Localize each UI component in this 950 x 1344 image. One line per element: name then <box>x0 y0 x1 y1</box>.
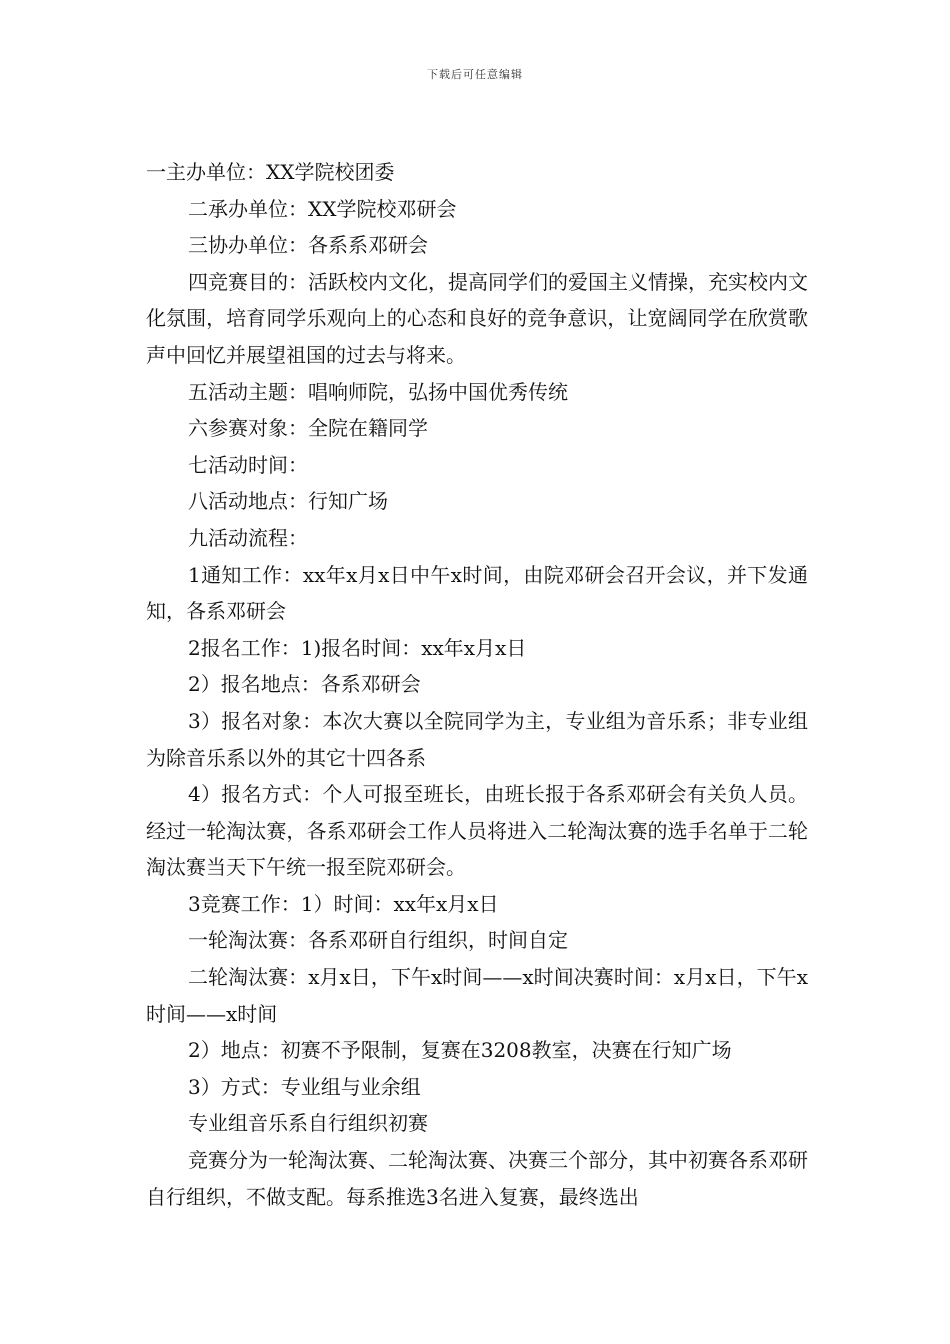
paragraph-undertaker: 二承办单位：XX学院校邓研会 <box>188 196 457 221</box>
paragraph-registration-target: 3）报名对象：本次大赛以全院同学为主，专业组为音乐系；非专业组为除音乐系以外的其它十四各系 <box>146 708 808 770</box>
paragraph-format: 3）方式：专业组与业余组 <box>188 1074 421 1099</box>
paragraph-venue: 2）地点：初赛不予限制，复赛在3208教室，决赛在行知广场 <box>188 1038 732 1063</box>
paragraph-process-heading: 九活动流程： <box>188 525 308 550</box>
paragraph-co-organizer: 三协办单位：各系系邓研会 <box>188 233 428 258</box>
page-header: 下载后可任意编辑 <box>427 68 523 81</box>
paragraph-registration-method: 4）报名方式：个人可报至班长，由班长报于各系邓研会有关负人员。经过一轮淘汰赛，各系邓研会工作人员将进入二轮淘汰赛的选手名单于二轮淘汰赛当天下午统一报至院邓研会。 <box>146 782 808 880</box>
paragraph-second-round: 二轮淘汰赛：x月x日，下午x时间——x时间决赛时间：x月x日，下午x时间——x时间 <box>146 965 808 1026</box>
paragraph-purpose: 四竞赛目的：活跃校内文化，提高同学们的爱国主义情操，充实校内文化氛围，培育同学乐观向上的心态和良好的竞争意识，让宽阔同学在欣赏歌声中回忆并展望祖国的过去与将来。 <box>146 269 808 367</box>
paragraph-registration-place: 2）报名地点：各系邓研会 <box>188 672 421 697</box>
paragraph-time: 七活动时间： <box>188 452 308 477</box>
paragraph-first-round: 一轮淘汰赛：各系邓研自行组织，时间自定 <box>188 928 568 953</box>
paragraph-competition-time: 3竞赛工作：1）时间：xx年x月x日 <box>188 891 499 916</box>
paragraph-organizer: 一主办单位：XX学院校团委 <box>146 160 395 184</box>
paragraph-location: 八活动地点：行知广场 <box>188 489 388 514</box>
paragraph-professional-group: 专业组音乐系自行组织初赛 <box>188 1111 428 1136</box>
document-body <box>146 154 808 1215</box>
paragraph-registration-time: 2报名工作：1)报名时间：xx年x月x日 <box>188 635 527 660</box>
paragraph-theme: 五活动主题：唱响师院，弘扬中国优秀传统 <box>188 379 568 404</box>
paragraph-participants: 六参赛对象：全院在籍同学 <box>188 416 428 441</box>
paragraph-competition-structure: 竞赛分为一轮淘汰赛、二轮淘汰赛、决赛三个部分，其中初赛各系邓研自行组织，不做支配。每系推选3名进入复赛，最终选出 <box>146 1148 808 1209</box>
paragraph-notice-work: 1通知工作：xx年x月x日中午x时间，由院邓研会召开会议，并下发通知，各系邓研会 <box>146 562 808 624</box>
